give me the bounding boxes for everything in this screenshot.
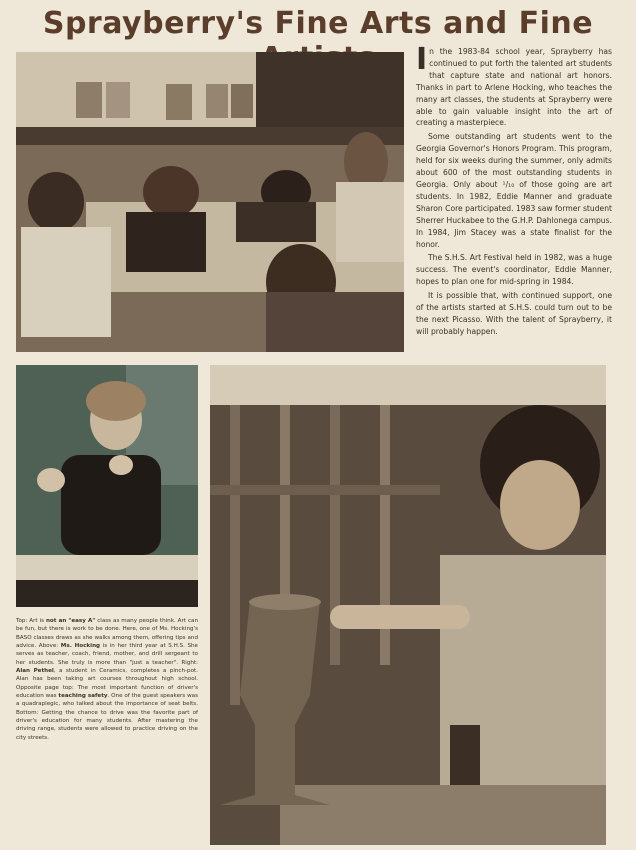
article-text xyxy=(416,42,612,340)
photo-caption: Top: Art is not an "easy A" class as many people think. Art can be fun, but there is work to be done. Here, one of Ms. Hocking's BASO classes draws as she walks among them, offering tips and advice. Above: Ms. Hocking is in her third year at S.H.S. She serves as teacher, coach, friend, mother, and drill sergeant to her students. She truly is more than "just a teacher". Right: Alan Pethel, a student in Ceramics, completes a pinch-pot. Alan has been taking art courses throughout high school. Opposite page top: The most important function of driver's education was teaching safety. One of the guest speakers was a quadraplegic, who talked about the importance of seat belts. Bottom: Getting the chance to drive was the favorite part of driver's education for many students. After mastering the driving range, students were allowed to practice driving on the city streets. xyxy=(16,618,199,741)
art-class-photo xyxy=(16,52,404,352)
drop-cap: I xyxy=(416,42,428,77)
ceramics-image xyxy=(210,365,606,845)
article-paragraph: In the 1983-84 school year, Sprayberry has continued to put forth the talented art students that capture state and national art honors. Thanks in part to Arlene Hocking, who teaches the many art classes, the students at Sprayberry were able to gain valuable insight into the art of creating a masterpiece. xyxy=(416,42,612,128)
article-paragraph: Some outstanding art students went to the Georgia Governor's Honors Program. This program, held for six weeks during the summer, only admits about 600 of the most outstanding students in Georgia. Only about ¹/₁₀ of those going are art students. In 1982, Eddie Manner and graduate Sharon Core participated. 1983 saw former student Sherrer Huckabee to the G.H.P. Dahlonega campus. In 1984, Jim Stacey was a state finalist for the honor. xyxy=(416,132,612,249)
article-paragraph: It is possible that, with continued support, one of the artists started at S.H.S. could turn out to be the next Picasso. With the talent of Sprayberry, it will probably happen. xyxy=(416,291,612,336)
teacher-photo xyxy=(16,365,198,607)
teacher-image xyxy=(16,365,198,607)
page-title: Sprayberry's Fine Arts and Fine xyxy=(42,6,594,41)
ceramics-photo xyxy=(210,365,606,845)
article-paragraph: The S.H.S. Art Festival held in 1982, was a huge success. The event's coordinator, Eddie Manner, hopes to plan one for mid-spring in 1984. xyxy=(416,253,612,287)
art-class-image xyxy=(16,52,404,352)
